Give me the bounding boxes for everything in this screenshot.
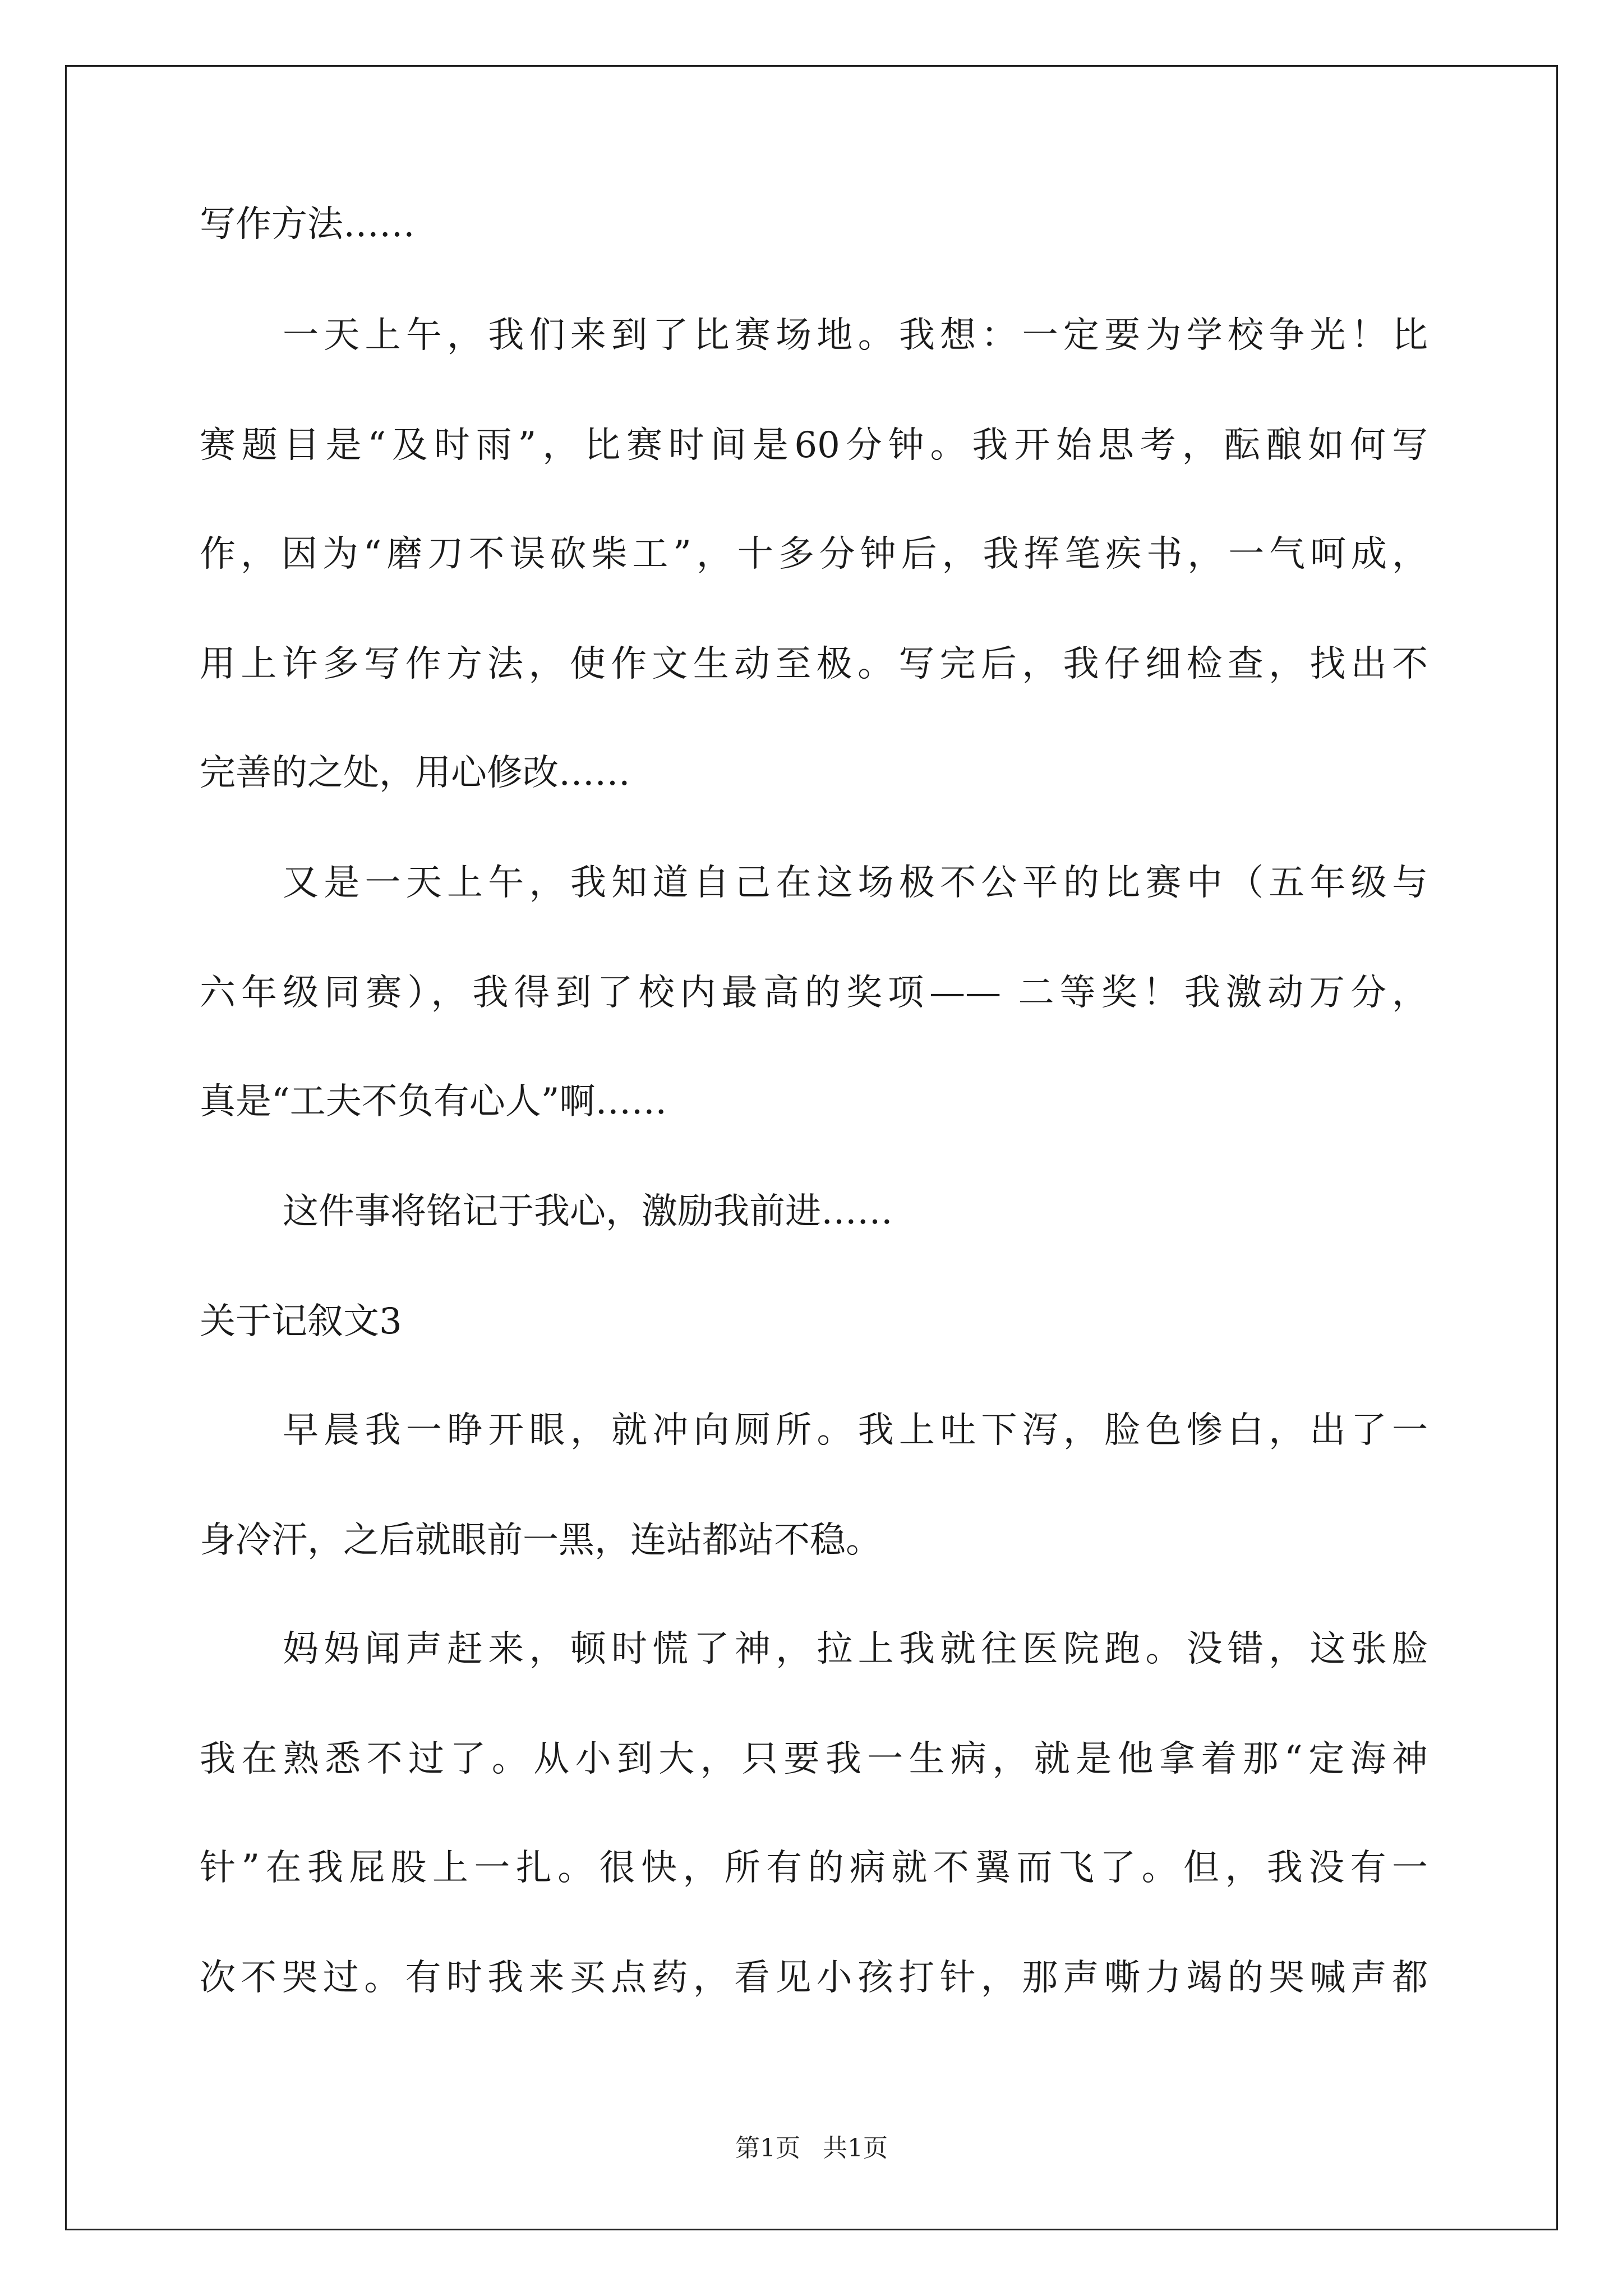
text-line: 这件事将铭记于我心，激励我前进…… — [283, 1191, 893, 1232]
page-total: 共1页 — [823, 2134, 888, 2162]
text-line: 早晨我一睁开眼，就冲向厕所。我上吐下泻，脸色惨白，出了一 — [283, 1410, 1428, 1451]
text-line: 写作方法…… — [200, 204, 415, 245]
text-line: 用上许多写作方法，使作文生动至极。写完后，我仔细检查，找出不 — [200, 643, 1428, 685]
text-line: 身冷汗，之后就眼前一黑，连站都站不稳。 — [200, 1520, 882, 1561]
text-line: 作，因为“磨刀不误砍柴工”，十多分钟后，我挥笔疾书，一气呵成， — [200, 533, 1428, 575]
text-line: 我在熟悉不过了。从小到大，只要我一生病，就是他拿着那“定海神 — [200, 1738, 1428, 1780]
page-border — [65, 65, 1558, 2230]
text-line: 针”在我屁股上一扎。很快，所有的病就不翼而飞了。但，我没有一 — [200, 1847, 1428, 1889]
page-footer — [0, 2132, 1623, 2165]
text-line: 六年级同赛），我得到了校内最高的奖项—— 二等奖！我激动万分， — [200, 972, 1428, 1014]
text-line: 一天上午，我们来到了比赛场地。我想：一定要为学校争光！比 — [283, 315, 1428, 356]
section-heading: 关于记叙文3 — [200, 1301, 402, 1342]
text-line: 真是“工夫不负有心人”啊…… — [200, 1081, 667, 1122]
text-line: 完善的之处，用心修改…… — [200, 752, 630, 794]
text-line: 妈妈闻声赶来，顿时慌了神，拉上我就往医院跑。没错，这张脸 — [283, 1628, 1428, 1670]
text-line: 赛题目是“及时雨”，比赛时间是60分钟。我开始思考，酝酿如何写 — [200, 425, 1428, 466]
text-line: 次不哭过。有时我来买点药，看见小孩打针，那声嘶力竭的哭喊声都 — [200, 1957, 1428, 1999]
page-number: 第1页 — [735, 2134, 800, 2162]
text-line: 又是一天上午，我知道自己在这场极不公平的比赛中（五年级与 — [283, 862, 1428, 904]
